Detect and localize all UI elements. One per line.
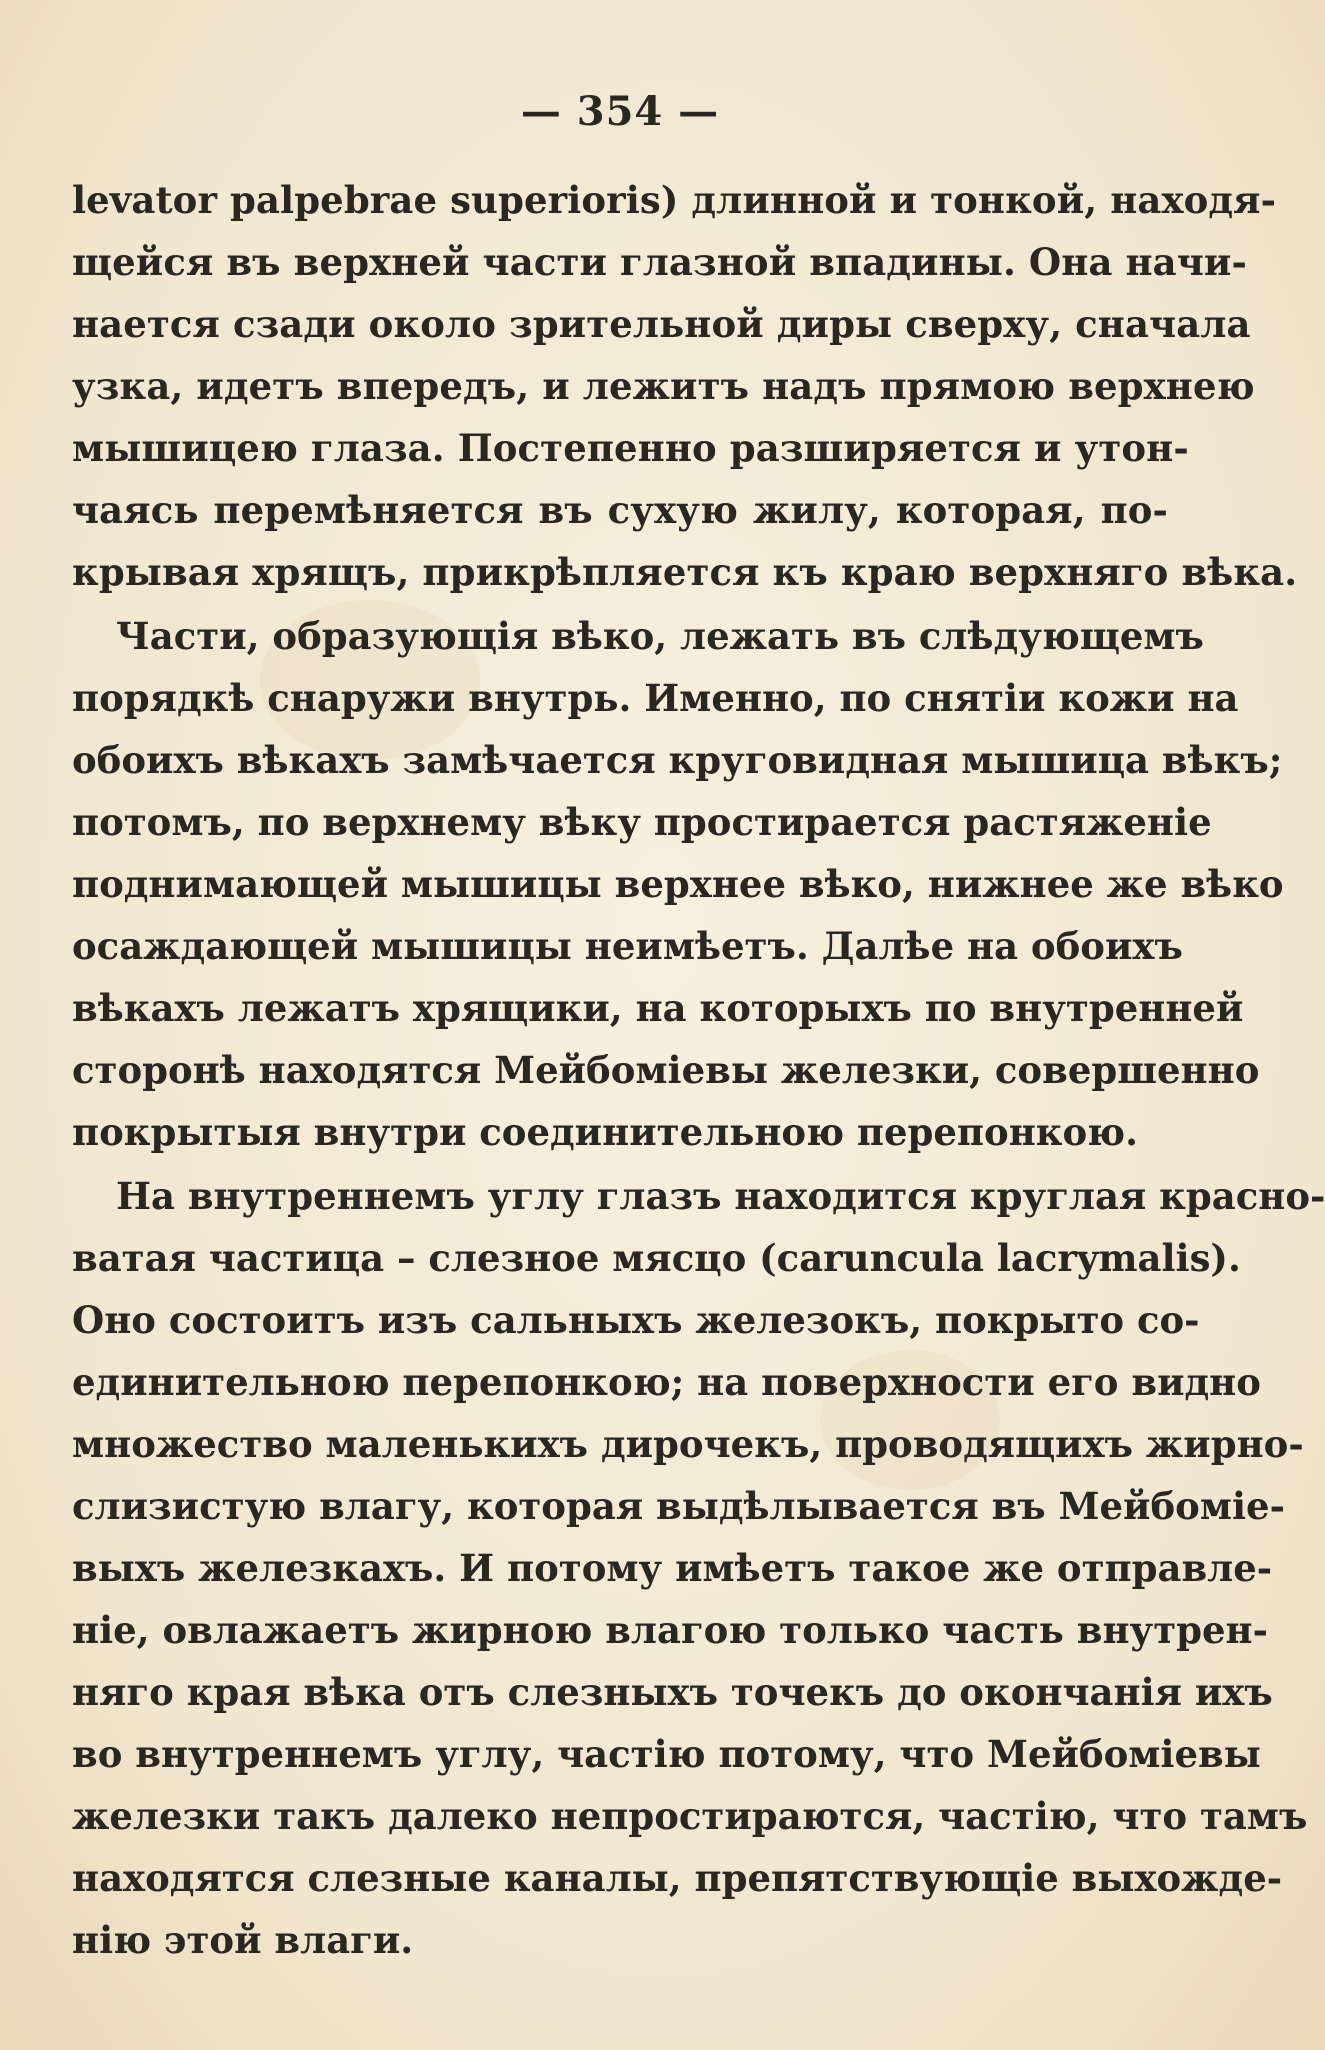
text-line: вѣкахъ лежатъ хрящики, на которыхъ по внутренней [72, 986, 1244, 1030]
text-line: ватая частица – слезное мясцо (caruncula lacrymalis). [72, 1236, 1241, 1280]
text-line: няго края вѣка отъ слезныхъ точекъ до окончанія ихъ [72, 1670, 1273, 1714]
text-line: во внутреннемъ углу, частію потому, что Мейбоміевы [72, 1732, 1261, 1776]
text-line: чаясь перемѣняется въ сухую жилу, которая, по- [72, 488, 1168, 532]
paragraph-2 [72, 605, 1284, 1163]
text-line: узка, идетъ впередъ, и лежитъ надъ прямою верхнею [72, 364, 1255, 408]
text-line: находятся слезные каналы, препятствующіе выхожде- [72, 1856, 1283, 1900]
book-page [72, 88, 1325, 1971]
text-line: нію этой влаги. [72, 1918, 414, 1962]
text-line: единительною перепонкою; на поверхности его видно [72, 1360, 1261, 1404]
paragraph-1 [72, 169, 1298, 603]
text-line: На внутреннемъ углу глазъ находится круглая красно- [116, 1174, 1325, 1218]
page-number: — 354 — [520, 88, 720, 135]
text-line: железки такъ далеко непростираются, частію, что тамъ [72, 1794, 1308, 1838]
text-line: выхъ железкахъ. И потому имѣетъ такое же отправле- [72, 1546, 1273, 1590]
text-line: обоихъ вѣкахъ замѣчается круговидная мышица вѣкъ; [72, 738, 1283, 782]
text-line: levator palpebrae superioris) длинной и тонкой, находя- [72, 178, 1277, 222]
text-line: слизистую влагу, которая выдѣлывается въ Мейбоміе- [72, 1484, 1285, 1528]
text-line: ніе, овлажаетъ жирною влагою только часть внутрен- [72, 1608, 1268, 1652]
text-line: мышицею глаза. Постепенно разширяется и утон- [72, 426, 1189, 470]
text-line: потомъ, по верхнему вѣку простирается растяженіе [72, 800, 1212, 844]
text-line: покрытыя внутри соединительною перепонкою. [72, 1110, 1138, 1154]
text-line: крывая хрящъ, прикрѣпляется къ краю верхняго вѣка. [72, 550, 1298, 594]
paragraph-3 [72, 1165, 1325, 1971]
text-line: нается сзади около зрительной диры сверху, сначала [72, 302, 1251, 346]
text-line: осаждающей мышицы неимѣетъ. Далѣе на обоихъ [72, 924, 1183, 968]
text-line: щейся въ верхней части глазной впадины. Она начи- [72, 240, 1247, 284]
text-line: сторонѣ находятся Мейбоміевы железки, совершенно [72, 1048, 1260, 1092]
text-line: порядкѣ снаружи внутрь. Именно, по снятіи кожи на [72, 676, 1239, 720]
text-line: поднимающей мышицы верхнее вѣко, нижнее же вѣко [72, 862, 1284, 906]
text-line: Части, образующія вѣко, лежать въ слѣдующемъ [116, 614, 1204, 658]
text-line: множество маленькихъ дирочекъ, проводящихъ жирно- [72, 1422, 1304, 1466]
text-line: Оно состоитъ изъ сальныхъ железокъ, покрыто со- [72, 1298, 1200, 1342]
